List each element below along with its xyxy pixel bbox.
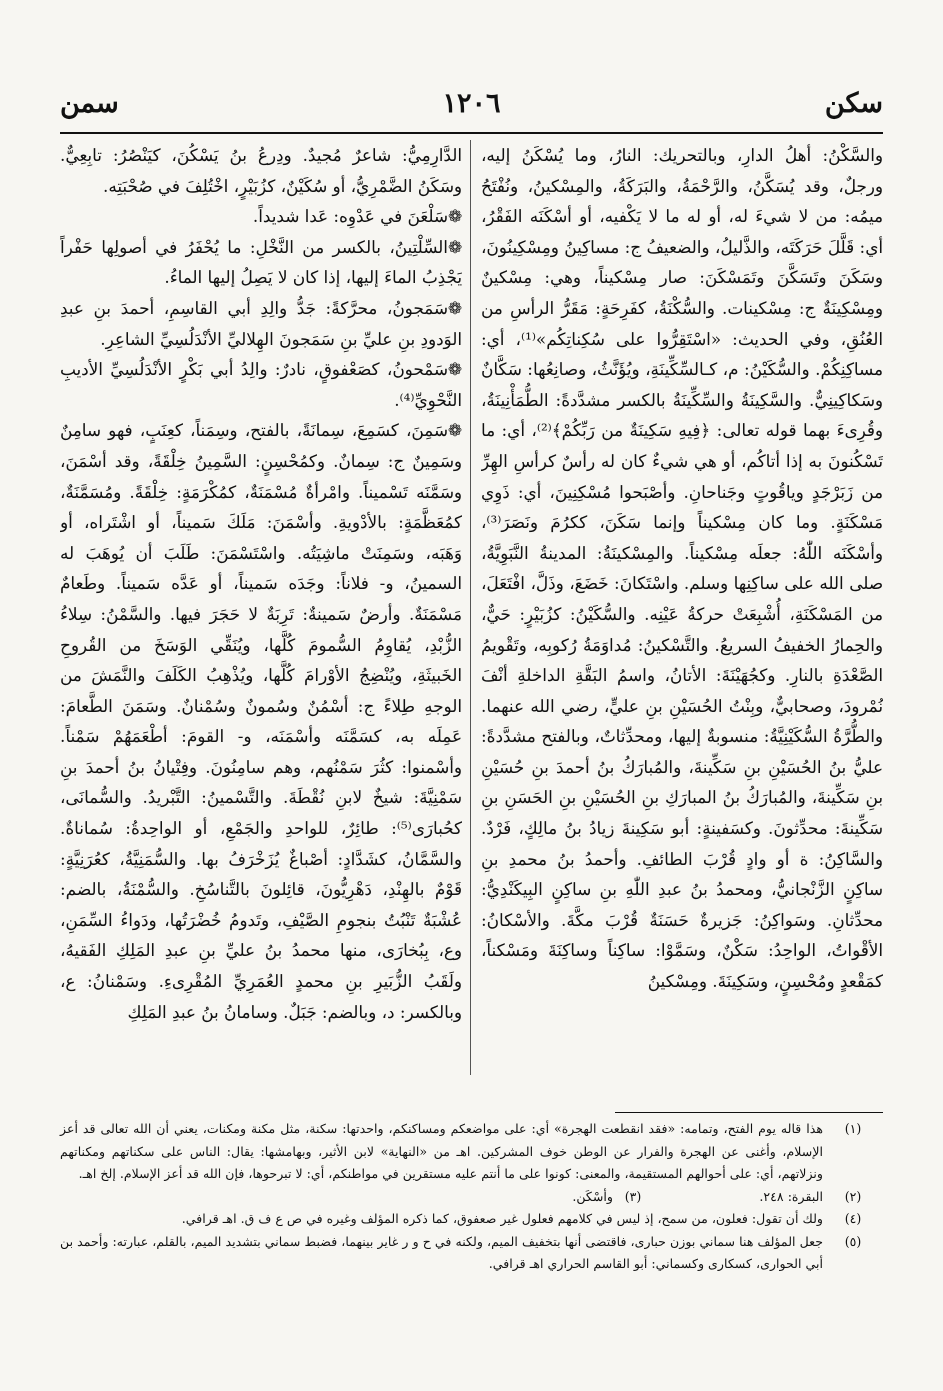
- entry-paragraph: ❁سَمَجونُ، محرَّكةً: جَدُّ والِدِ أبي القاسِمِ، أحمدَ بنِ عبدِ الوَدودِ بنِ عليِّ بنِ سَمَجونَ الهِلاليِّ الأنْدَلُسِيِّ الشاعِرِ.: [60, 297, 462, 349]
- entry-paragraph: والسَّكْنُ: أهلُ الدارِ، وبالتحريك: النارُ، وما يُسْكَنُ إليه، ورجلٌ، وقد يُسَكَّنُ، والرَّحْمَةُ، والبَرَكَةُ، والمِسْكينُ، ونُفْتَحُ ميمُه: من لا شيءَ له، أو له ما لا يَكْفيه، أو أسْكَنَه الفَقْرُ، أي: قَلَّلَ حَرَكَتَه، والذَّليلُ، والضعيفُ ج: مساكِينُ ومِسْكِينُونَ، وسَكَنَ وتَسَكَّنَ وتَمَسْكَنَ: صار مِسْكيناً، وهي: مِسْكينٌ ومِسْكِينَةٌ ج: مِسْكينات. والسُّكْنَةُ، كفَرِحَةٍ: مَقَرُّ الرأسِ من العُنُقِ، وفي الحديث: «اسْتَقِرُّوا على سُكِناتِكُم»⁽¹⁾، أي: مساكِنِكُمْ. والسُّكَيْنُ: م، كـالسِّكِّينَةِ، ويُؤَنَّثُ، وصانِعُها: سَكَّانٌ وسَكاكِينِيٌّ. والسَّكِينَةُ والسِّكِّينَةُ بالكسر مشدَّدةً: الطُّمَأْنِينَةُ، وقُرِىءَ بهما قوله تعالى: ﴿فِيهِ سَكِينَةٌ من رَبِّكُمْ﴾⁽²⁾، أي: ما تَسْكُنونَ به إذا أتاكُم، أو هي شيءٌ كان له رأسٌ كرأسِ الهِرِّ من زَبَرْجَدٍ وياقُوتٍ وجَناحانِ. وأصْبَحوا مُسْكِنِينَ، أي: ذَوِي مَسْكَنَةٍ. وما كان مِسْكيناً وإنما سَكَنَ، ككرُمَ ونَصَرَ⁽³⁾، وأسْكَنَه اللّٰهُ: جعلَه مِسْكيناً. والمِسْكينَةُ: المدينةُ النَّبَوِيَّةُ، صلى الله على ساكِنِها وسلم. واسْتَكانَ: خَضَعَ، وذَلَّ، افْتَعَلَ، من المَسْكَنَةِ، أُشْبِعَتْ حركةُ عَيْنِه. والسُّكَيْنُ: كزُبَيْرٍ: حَيٌّ، والحِمارُ الخفيفُ السريعُ. والتَّسْكينُ: مُداوَمَةُ رُكوبِه، وتَقْويمُ الصَّعْدَةِ بالنارِ. وكجُهَيْنَةَ: الأتانُ، واسمُ البَقَّةِ الداخلةِ أنْفَ نُمْرودَ، وصحابيٌّ، وبِنْتُ الحُسَيْنِ بنِ عليٍّ، رضي الله عنهما. والطُّرَّةُ السُّكَيْنِيَّةُ: منسوبةٌ إليها، ومحدِّثاتٌ، وبالفتح مشدَّدةً: عليُّ بنُ الحُسَيْنِ بنِ سَكِّينةَ، والمُبارَكُ بنُ أحمدَ بنِ حُسَيْنِ بنِ سَكِّينةَ، والمُبارَكُ بنُ المبارَكِ بنِ الحُسَيْنِ بنِ الحَسَنِ بنِ سَكِّينةَ: محدِّثونَ. وكسَفينةٍ: أبو سَكِينةَ زيادُ بنُ مالِكٍ، فَرْدٌ. والسَّاكِنُ: ة أو وادٍ قُرْبَ الطائفِ. وأحمدُ بنُ محمدِ بنِ ساكِنٍ الزَّنْجانيُّ، ومحمدُ بنُ عبدِ اللّٰهِ بنِ ساكِنٍ البِيكَنْدِيُّ: محدِّثانِ. وسَواكِنُ: جَزيرةٌ حَسَنَةٌ قُرْبَ مكَّةَ. والأسْكانُ: الأقْواتُ، الواحِدُ: سَكْنٌ، وسَمَّوْا: ساكِناً وساكِنَةَ ومَسْكناً، كمَقْعدٍ ومُحْسِنٍ، وسَكِينَةَ. ومِسْكينُ: [481, 145, 883, 992]
- footnote: [60, 1231, 883, 1276]
- footnote-pair: [60, 1186, 883, 1209]
- entry-paragraph: ❁سَمِنَ، كسَمِعَ، سِمانَةً، بالفتح، وسِمَناً، كعِنَبٍ، فهو سامِنٌ وسَمِينٌ ج: سِمانٌ. وكمُحْسِنٍ: السَّمِينُ خِلْقَةً، وقد أسْمَنَ، وسَمَّنَه تَسْميناً. وامْرأةٌ مُسْمَنَةٌ، كمُكْرَمَةٍ: خِلْقَةً. ومُسَمَّنَةٌ، كمُعَظَّمَةٍ: بالأدْويةِ. وأسْمَنَ: مَلَكَ سَميناً، أو اشْتَراه، أو وَهَبَه، وسَمِنَتْ ماشِيَتُه. واسْتَسْمَنَ: طَلَبَ أن يُوهَبَ له السمينُ، و- فلاناً: وجَدَه سَميناً، أو عَدَّه سَميناً. وطَعامٌ مَسْمَنَةٌ. وأرضٌ سَمينةٌ: تَرِبَةٌ لا حَجَرَ فيها. والسَّمْنُ: سِلاءُ الزُّبْدِ، يُقاوِمُ السُّمومَ كُلَّها، ويُنَقِّي الوَسَخَ من القُروحِ الخَبيثَةِ، ويُنْضِجُ الأوْرامَ كُلَّها، ويُذْهِبُ الكَلَفَ والنَّمَشَ من الوجهِ طِلاءً ج: أسْمُنٌ وسُمونٌ وسُمْنانٌ. وسَمَنَ الطَّعامَ: عَمِلَه به، كسَمَّنَه وأسْمَنَه، و- القومَ: أطْعَمَهُمْ سَمْناً. وأسْمنوا: كثُرَ سَمْنُهم، وهم سامِنُونَ. وفِتْيانُ بنُ أحمدَ بنِ سَمْنِيَّةَ: شيخٌ لابنِ نُقْطَةَ. والتَّسْمينُ: التَّبْريدُ. والسُّمانَى، كحُبارَى⁽⁵⁾: طائِرٌ، للواحدِ والجَمْعِ، أو الواحِدةُ: سُماناةٌ. والسَّمَّانُ، كشَدَّادٍ: أصْباغٌ يُزَخْرَفُ بها. والسُّمَنِيَّةُ، كعُرَنِيَّةٍ: قَوْمٌ بالهِنْدِ، دَهْرِيُّونَ، قائِلونَ بالتَّناسُخِ. والسُّمْنَةُ، بالضم: عُشْبَةٌ تَنْبُتُ بنجومِ الصَّيْفِ، وتَدومُ خُضْرَتُها، ودَواءُ السِّمَنِ، وع، بِبُخارَى، منها محمدُ بنُ عليِّ بنِ عبدِ المَلِكِ الفَقيهُ، ولَقَبُ الزُّبَيرِ بنِ محمدٍ العُمَرِيِّ المُقْرِىءِ. وسَمْنانُ: ع، وبالكسر: د، وبالضم: جَبَلٌ. وسامانُ بنُ عبدِ المَلِكِ: [60, 420, 462, 1022]
- footnote: [572, 1186, 653, 1209]
- footnote-text: هذا قاله يوم الفتح، وتمامه: «فقد انقطعت الهجرة» أي: على مواضعكم ومساكنكم، واحدتها: سكنة، مثل مكنة ومكنات، يعني أن الله تعالى قد أعز الإسلام، وأغنى عن الهجرة والفرار عن الوطن خوف المشركين. اهـ من «النهاية» لابن الأثير، وبهامشها: يقال: الناس على سكناتهم ومكناتهم ونزلاتهم، أي: على أحوالهم المستقيمة، والمعنى: كونوا على ما أنتم عليه مستقرين في مواطنكم، أي: لا تبرحوها، فإن الله قد أعز الإسلام. إلخ اهـ.: [60, 1121, 823, 1181]
- footnote-text: ولك أن تقول: فعلون، من سمح، إذ ليس في كلامهم فعلول غير صعفوق، كما ذكره المؤلف وغيره في ص ع ف ق. اهـ قرافي.: [181, 1211, 823, 1226]
- footnote-text: جعل المؤلف هنا سماني بوزن حبارى، فاقتضى أنها بتخفيف الميم، ولكنه في ح و ر غاير بينهما، فضبط سماني بتشديد الميم، بالقلم، عبارته: وأحمد بن أبي الحوارى، كسكارى وكسماني: أبو القاسم الحراري اهـ قرافي.: [60, 1233, 823, 1271]
- footnote: [60, 1118, 883, 1186]
- footnote-text: البقرة: ٢٤٨.: [759, 1188, 823, 1204]
- entry-paragraph: ❁السِّلْتِينُ، بالكسر من النَّخْلِ: ما يُحْفَرُ في أصولِها حَفْراً يَجْذِبُ الماءَ إليها، إذا كان لا يَصِلُ إليها الماءُ.: [60, 236, 462, 288]
- header-rule: [60, 132, 883, 134]
- footnote-number: (٣): [624, 1188, 642, 1204]
- footnote-number: (٢): [844, 1188, 862, 1204]
- entry-paragraph: الدَّارِمِيُّ: شاعرٌ مُجيدٌ. ودِرعُ بنُ يَسْكُنَ، كيَنْصُرُ: تابِعِيٌّ. وسَكَنُ الضَّمْرِيُّ، أو سُكَيْنٌ، كزُبَيْرٍ، اخْتُلِفَ في صُحْبَتِه.: [60, 145, 462, 196]
- header-right-keyword: سكن: [824, 88, 883, 119]
- footnote: [60, 1208, 883, 1231]
- footnotes: [60, 1118, 883, 1276]
- footnote-number: (٤): [844, 1211, 862, 1226]
- footnote-number: (١): [844, 1121, 862, 1136]
- header-left-keyword: سمن: [60, 88, 119, 119]
- left-column: [60, 140, 462, 1080]
- footnote: [653, 1186, 883, 1209]
- page-header: [60, 88, 883, 128]
- footnote-rule: [615, 1112, 883, 1113]
- footnote-text: وأسْكَن.: [572, 1188, 613, 1204]
- footnote-number: (٥): [844, 1233, 862, 1249]
- page-number: ١٢٠٦: [442, 88, 501, 119]
- right-column: [481, 140, 883, 1080]
- entry-paragraph: ❁سَمْحونُ، كصَعْفوقٍ، نادرٌ: والِدُ أبي بَكْرٍ الأنْدَلُسِيِّ الأديبِ النَّحْوِيِّ⁽⁴⁾.: [60, 359, 462, 410]
- column-divider: [470, 140, 471, 1075]
- entry-paragraph: ❁سَلْعَنَ في عَدْوِه: عَدا شديداً.: [252, 206, 462, 227]
